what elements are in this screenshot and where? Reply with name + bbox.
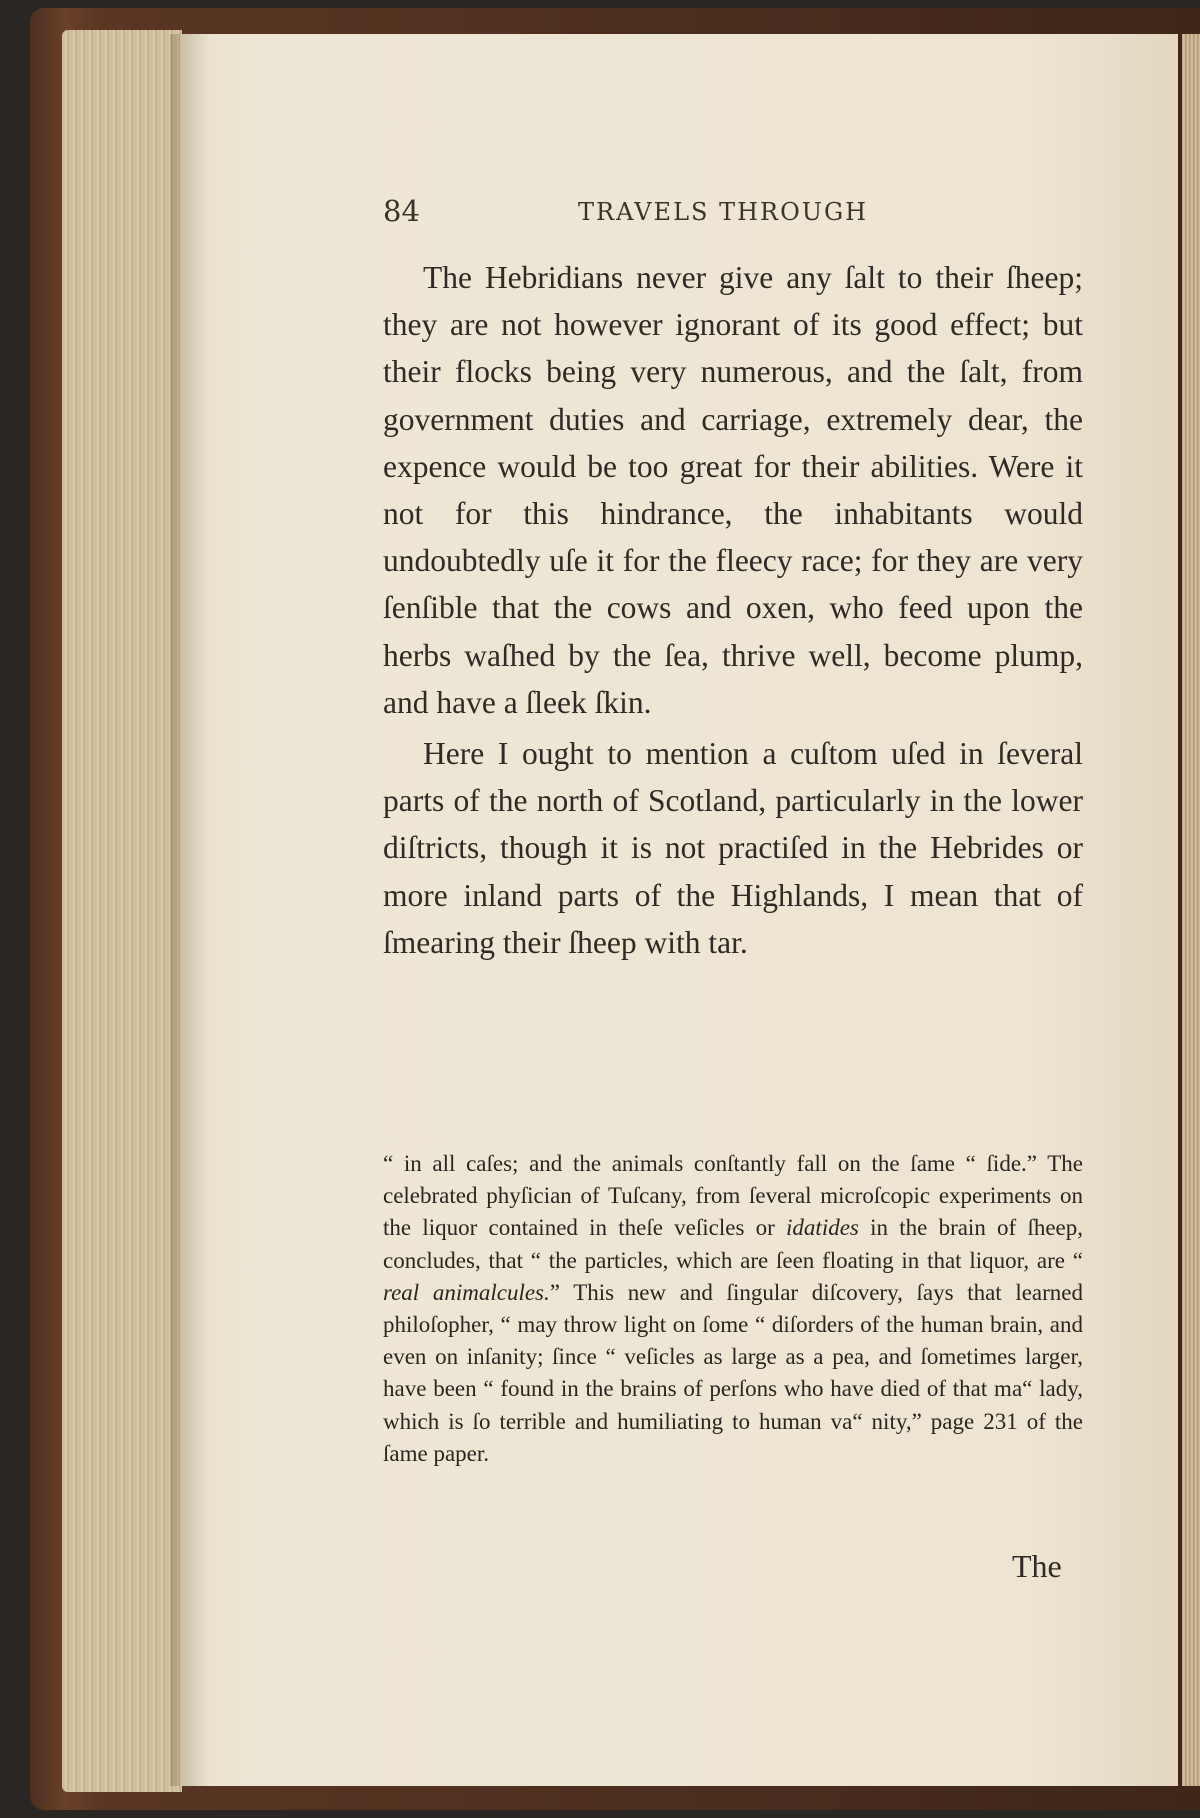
- catchword: The: [1012, 1548, 1062, 1584]
- right-page-edges: [1182, 34, 1200, 1786]
- footnote-part-2: in the brain of ſheep, concludes, that “ the particles, which are ſeen floating in that liquor, are “: [383, 1215, 1083, 1273]
- running-title: TRAVELS THROUGH: [578, 198, 869, 226]
- body-text: [383, 254, 1083, 970]
- page-edges: [62, 30, 182, 1792]
- paragraph-2: Here I ought to mention a cuſtom uſed in ſeveral parts of the north of Scotland, particularly in the lower diſtricts, though it is not practiſed in the Hebrides or more inland parts of the Highlands, I mean that of ſmearing their ſheep with tar.: [383, 736, 1083, 960]
- footnote-text: [383, 1148, 1083, 1470]
- footnote-part-3: ” This new and ſingular diſcovery, ſays that learned philoſopher, “ may throw light on ſome “ diſorders of the human brain, and even on inſanity; ſince “ veſicles as large as a pea, and ſometimes larger, have been “ found in the brains of perſons who have died of that ma“ lady, which is ſo terrible and humiliating to human va“ nity,” page 231 of the ſame paper.: [383, 1279, 1084, 1466]
- page-number: 84: [383, 194, 420, 228]
- running-head: [383, 194, 1083, 234]
- footnote-italic-2: real animalcules.: [383, 1279, 550, 1305]
- footnote: [383, 1148, 1083, 1470]
- paragraph-1: The Hebridians never give any ſalt to their ſheep; they are not however ignorant of its good effect; but their flocks being very numerous, and the ſalt, from government duties and carriage, extremely dear, the expence would be too great for their abilities. Were it not for this hindrance, the inhabitants would undoubtedly uſe it for the fleecy race; for they are very ſenſible that the cows and oxen, who feed upon the herbs waſhed by the ſea, thrive well, become plump, and have a ſleek ſkin.: [383, 260, 1083, 720]
- footnote-italic-1: idatides: [786, 1215, 859, 1241]
- gutter-shadow: [170, 34, 210, 1786]
- footnote-part-1: “ in all caſes; and the animals conſtantly fall on the ſame “ ſide.” The celebrated phyſician of Tuſcany, from ſeveral microſcopic experiments on the liquor contained in theſe veſicles or: [383, 1151, 1083, 1241]
